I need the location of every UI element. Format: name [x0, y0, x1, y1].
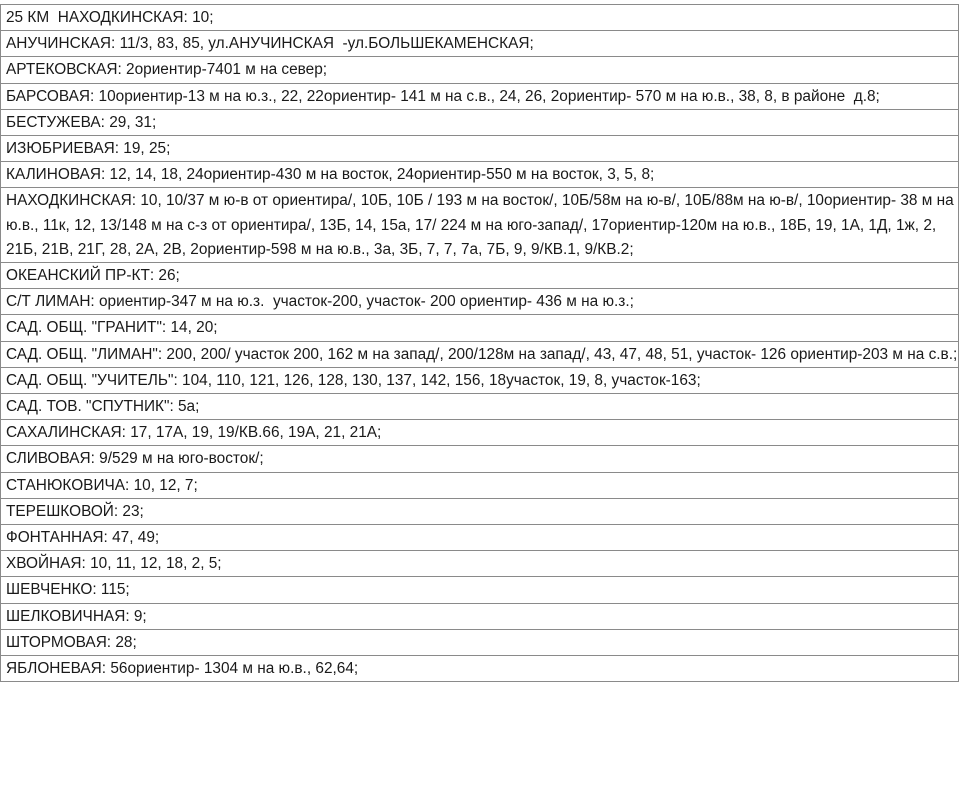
table-row: СЛИВОВАЯ: 9/529 м на юго-восток/;: [1, 446, 959, 472]
table-row: ОКЕАНСКИЙ ПР-КТ: 26;: [1, 263, 959, 289]
table-row: НАХОДКИНСКАЯ: 10, 10/37 м ю-в от ориентира/, 10Б, 10Б / 193 м на восток/, 10Б/58м на ю-в/, 10Б/88м на ю-в/, 10ориентир- 38 м на ю.в., 11к, 12, 13/148 м на с-з от ориентира/, 13Б, 14, 15а, 17/ 224 м на юго-запад/, 17ориентир-120м на ю.в., 18Б, 19, 1А, 1Д, 1ж, 2, 21Б, 21В, 21Г, 28, 2А, 2В, 2ориентир-598 м на ю.в., 3а, 3Б, 7, 7, 7а, 7Б, 9, 9/КВ.1, 9/КВ.2;: [1, 188, 959, 263]
table-row: АНУЧИНСКАЯ: 11/3, 83, 85, ул.АНУЧИНСКАЯ -ул.БОЛЬШЕКАМЕНСКАЯ;: [1, 31, 959, 57]
table-row: АРТЕКОВСКАЯ: 2ориентир-7401 м на север;: [1, 57, 959, 83]
table-row: САД. ОБЩ. "ЛИМАН": 200, 200/ участок 200, 162 м на запад/, 200/128м на запад/, 43, 47, 48, 51, участок- 126 ориентир-203 м на с.в.;: [1, 342, 959, 368]
table-row: ШЕЛКОВИЧНАЯ: 9;: [1, 604, 959, 630]
address-table: [0, 4, 959, 682]
table-row: ТЕРЕШКОВОЙ: 23;: [1, 499, 959, 525]
table-row: СТАНЮКОВИЧА: 10, 12, 7;: [1, 473, 959, 499]
table-row: ШЕВЧЕНКО: 115;: [1, 577, 959, 603]
table-row: БЕСТУЖЕВА: 29, 31;: [1, 110, 959, 136]
table-row: БАРСОВАЯ: 10ориентир-13 м на ю.з., 22, 22ориентир- 141 м на с.в., 24, 26, 2ориентир- 570 м на ю.в., 38, 8, в районе д.8;: [1, 84, 959, 110]
table-row: ШТОРМОВАЯ: 28;: [1, 630, 959, 656]
table-row: САД. ТОВ. "СПУТНИК": 5а;: [1, 394, 959, 420]
table-row: 25 КМ НАХОДКИНСКАЯ: 10;: [1, 5, 959, 31]
table-row: ХВОЙНАЯ: 10, 11, 12, 18, 2, 5;: [1, 551, 959, 577]
table-row: САХАЛИНСКАЯ: 17, 17А, 19, 19/КВ.66, 19А, 21, 21А;: [1, 420, 959, 446]
table-row: ФОНТАННАЯ: 47, 49;: [1, 525, 959, 551]
table-row: САД. ОБЩ. "ГРАНИТ": 14, 20;: [1, 315, 959, 341]
table-row: ИЗЮБРИЕВАЯ: 19, 25;: [1, 136, 959, 162]
table-row: ЯБЛОНЕВАЯ: 56ориентир- 1304 м на ю.в., 62,64;: [1, 656, 959, 682]
table-row: КАЛИНОВАЯ: 12, 14, 18, 24ориентир-430 м на восток, 24ориентир-550 м на восток, 3, 5, 8;: [1, 162, 959, 188]
table-row: С/Т ЛИМАН: ориентир-347 м на ю.з. участок-200, участок- 200 ориентир- 436 м на ю.з.;: [1, 289, 959, 315]
table-row: САД. ОБЩ. "УЧИТЕЛЬ": 104, 110, 121, 126, 128, 130, 137, 142, 156, 18участок, 19, 8, участок-163;: [1, 368, 959, 394]
